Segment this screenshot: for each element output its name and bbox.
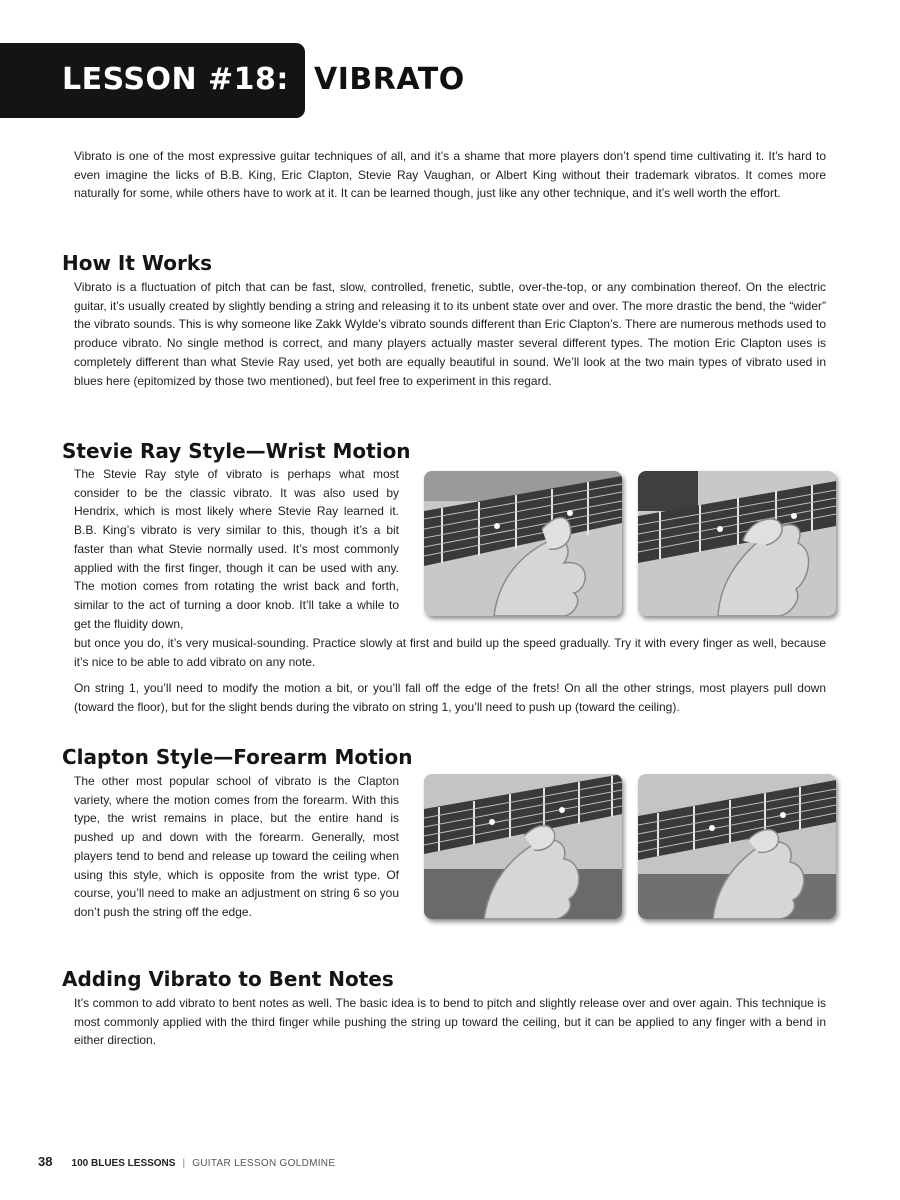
lesson-title: VIBRATO: [314, 62, 465, 97]
stevie-ray-paragraph-string-one: On string 1, you’ll need to modify the motion a bit, or you’ll fall off the edge of the frets! On all the other strings, most players pull down (toward the floor), but for the slight bends during the vibrato on string 1, you’ll need to push up (toward the ceiling).: [74, 681, 826, 714]
heading-adding-vibrato-bent-notes: Adding Vibrato to Bent Notes: [62, 967, 394, 991]
how-it-works-paragraph: Vibrato is a fluctuation of pitch that can be fast, slow, controlled, frenetic, subtle, over-the-top, or any combination thereof. On the electric guitar, it’s usually created by slightly bending a string and releasing it to its unbent state over and over. The more drastic the bend, the “wider” the vibrato sounds. This is why someone like Zakk Wylde’s vibrato sounds different than Eric Clapton’s. There are numerous methods used to produce vibrato. No single method is correct, and many players actually master several different types. The motion Eric Clapton uses is completely different than what Stevie Ray used, yet both are equally beautiful in sound. We’ll look at the two main types of vibrato used in blues here (epitomized by those two mentioned), but feel free to experiment in this regard.: [74, 280, 826, 388]
page-number: 38: [38, 1154, 53, 1169]
wrist-vibrato-photo-2: [638, 471, 836, 616]
intro-paragraph: Vibrato is one of the most expressive guitar techniques of all, and it’s a shame that more players don’t spend time cultivating it. It’s hard to even imagine the licks of B.B. King, Eric Clapton, Stevie Ray Vaughan, or Albert King without their trademark vibratos. It comes more naturally for some, while others have to work at it. It can be learned though, just like any other technique, and it’s well worth the effort.: [74, 149, 826, 201]
series-title: GUITAR LESSON GOLDMINE: [192, 1158, 336, 1169]
forearm-vibrato-photo-1: [424, 774, 622, 919]
clapton-paragraph: The other most popular school of vibrato is the Clapton variety, where the motion comes from the forearm. With this type, the wrist remains in place, but the entire hand is pushed up and down with the forearm. Generally, most players tend to bend and release up toward the ceiling when using this style, which is opposite from the wrist type. Of course, you’ll need to make an adjustment on string 6 so you don’t push the string off the edge.: [74, 774, 399, 919]
lesson-number: LESSON #18:: [62, 62, 289, 97]
forearm-vibrato-photo-2: [638, 774, 836, 919]
footer-separator: |: [182, 1158, 186, 1169]
page-footer: [38, 1154, 335, 1172]
book-title: 100 BLUES LESSONS: [71, 1158, 176, 1169]
stevie-ray-paragraph-side: The Stevie Ray style of vibrato is perhaps what most consider to be the classic vibrato. It was also used by Hendrix, which is most likely where Stevie Ray learned it. B.B. King’s vibrato is very similar to this, though it’s a bit faster than what Stevie normally used. It’s most commonly applied with the first finger, though it can be used with any. The motion comes from rotating the wrist back and forth, similar to the act of turning a door knob. It’ll take a while to get the fluidity down,: [74, 467, 399, 631]
wrist-vibrato-photo-1: [424, 471, 622, 616]
stevie-ray-paragraph-continued: but once you do, it’s very musical-sounding. Practice slowly at first and build up the speed gradually. Try it with every finger as well, because it’s nice to be able to add vibrato on any note.: [74, 636, 826, 669]
heading-clapton-style: Clapton Style—Forearm Motion: [62, 745, 413, 769]
heading-how-it-works: How It Works: [62, 251, 213, 275]
heading-stevie-ray-style: Stevie Ray Style—Wrist Motion: [62, 439, 411, 463]
bent-notes-paragraph: It’s common to add vibrato to bent notes as well. The basic idea is to bend to pitch and slightly release over and over again. This technique is most commonly applied with the third finger while pushing the string up toward the ceiling, but it can be applied to any finger with a bend in either direction.: [74, 996, 826, 1048]
